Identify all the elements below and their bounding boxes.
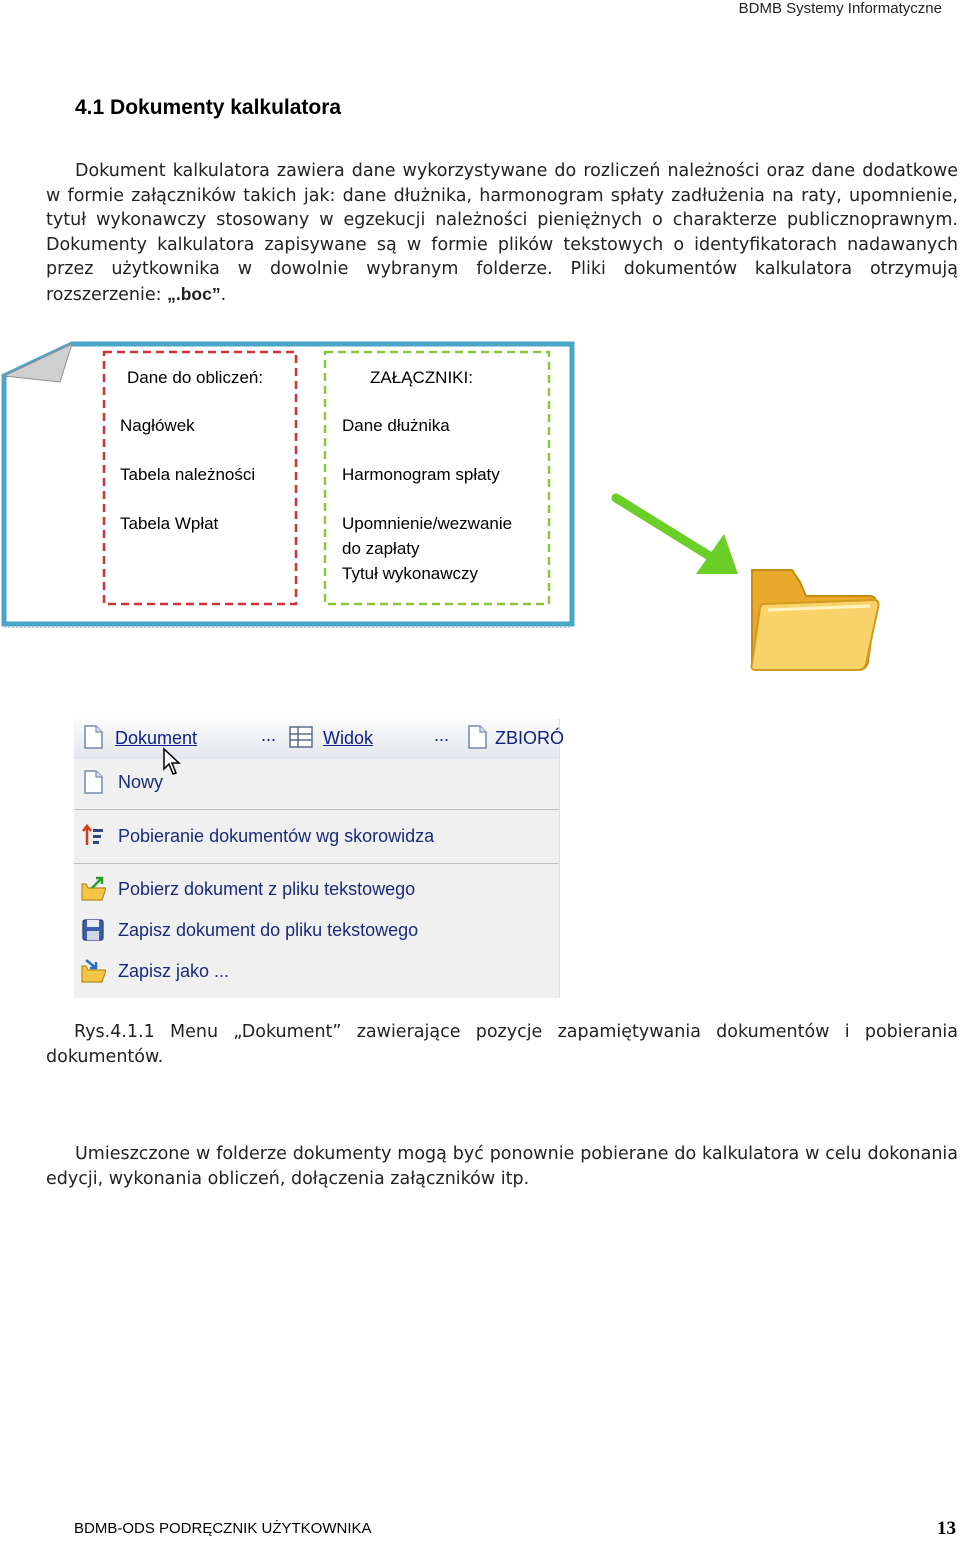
menu-item-load-text[interactable] [74, 870, 559, 910]
attachment-item: do zapłaty [342, 539, 420, 558]
intro-paragraph: Dokument kalkulatora zawiera dane wykorzystywane do rozliczeń należności oraz dane dodatkowe w formie załączników takich jak: dane dłużnika, harmonogram spłaty zadłużenia na raty, upomnienie, tytuł wykonawczy stosowany w egzekucji należności pieniężnych o charakterze publicznoprawnym. Dokumenty kalkulatora zapisywane są w formie plików tekstowych o identyfikatorach nadawanych przez użytkownika w dowolnie wybranym folderze. Pliki dokumentów kalkulatora otrzymują rozszerzenie: „.boc”. [46, 161, 958, 305]
menu-item-label: Pobieranie dokumentów wg skorowidza [118, 826, 435, 846]
save-disk-icon [80, 917, 106, 943]
section-title: 4.1 Dokumenty kalkulatora [75, 96, 342, 119]
intro-text: Dokument kalkulatora zawiera dane wykorzystywane do rozliczeń należności oraz dane dodatkowe w formie załączników takich jak: dane dłużnika, harmonogram spłaty zadłużenia na raty, upomnienie, tytuł wykonawczy stosowany w egzekucji należności pieniężnych o charakterze publicznoprawnym. Dokumenty kalkulatora zapisywane są w formie plików tekstowych o identyfikatorach nadawanych przez użytkownika w dowolnie wybranym folderze. Pliki dokumentów kalkulatora otrzymują rozszerzenie: [46, 161, 958, 305]
attachment-item: Harmonogram spłaty [342, 465, 500, 484]
document-icon [466, 724, 488, 750]
arrow-icon [616, 498, 738, 574]
calc-item: Nagłówek [120, 416, 195, 435]
attachment-item: Upomnienie/wezwanie [342, 514, 513, 533]
extension-text: „.boc” [167, 283, 221, 304]
menu-item-save-text[interactable] [74, 911, 559, 951]
menu-dots: ... [434, 725, 450, 745]
attachment-item: Tytuł wykonawczy [342, 564, 479, 583]
calc-item: Tabela należności [120, 465, 256, 484]
figure-caption: Rys.4.1.1 Menu „Dokument” zawierające pozycje zapamiętywania dokumentów i pobierania dokumentów. [46, 1022, 958, 1067]
folded-corner [4, 344, 72, 382]
menu-item-label: Zapisz jako ... [118, 961, 230, 981]
attachments-title: ZAŁĄCZNIKI: [370, 368, 473, 387]
calc-item: Tabela Wpłat [120, 514, 219, 533]
new-document-icon [80, 769, 106, 795]
sort-index-icon [80, 823, 106, 849]
cursor-icon [162, 747, 182, 777]
menu-dokument[interactable]: Dokument [115, 728, 198, 748]
menu-item-label: Nowy [118, 772, 164, 792]
folder-icon [752, 570, 879, 670]
menu-item-new[interactable] [74, 763, 559, 803]
document-icon [82, 724, 104, 750]
menu-item-label: Zapisz dokument do pliku tekstowego [118, 920, 419, 940]
menu-item-save-as[interactable] [74, 952, 559, 992]
closing-paragraph: Umieszczone w folderze dokumenty mogą być ponownie pobierane do kalkulatora w celu dokonania edycji, wykonania obliczeń, dołączenia załączników itp. [46, 1144, 958, 1189]
document-menu-screenshot [74, 719, 565, 998]
page-number: 13 [937, 1518, 956, 1539]
document-shape [4, 344, 572, 624]
attachment-item: Dane dłużnika [342, 416, 450, 435]
save-as-folder-icon [80, 958, 106, 984]
menu-dots: ... [261, 725, 277, 745]
header-company: BDMB Systemy Informatyczne [738, 0, 942, 17]
document-diagram [0, 338, 960, 688]
calc-data-title: Dane do obliczeń: [127, 368, 264, 387]
menu-bar [74, 719, 565, 759]
menu-item-label: Pobierz dokument z pliku tekstowego [118, 879, 416, 899]
menu-zbior[interactable]: ZBIORÓ [495, 728, 565, 748]
footer-manual: BDMB-ODS PODRĘCZNIK UŻYTKOWNIKA [74, 1520, 372, 1537]
menu-widok[interactable]: Widok [323, 728, 374, 748]
open-folder-icon [80, 876, 106, 902]
menu-item-index-load[interactable] [74, 817, 559, 857]
grid-icon [289, 726, 313, 748]
